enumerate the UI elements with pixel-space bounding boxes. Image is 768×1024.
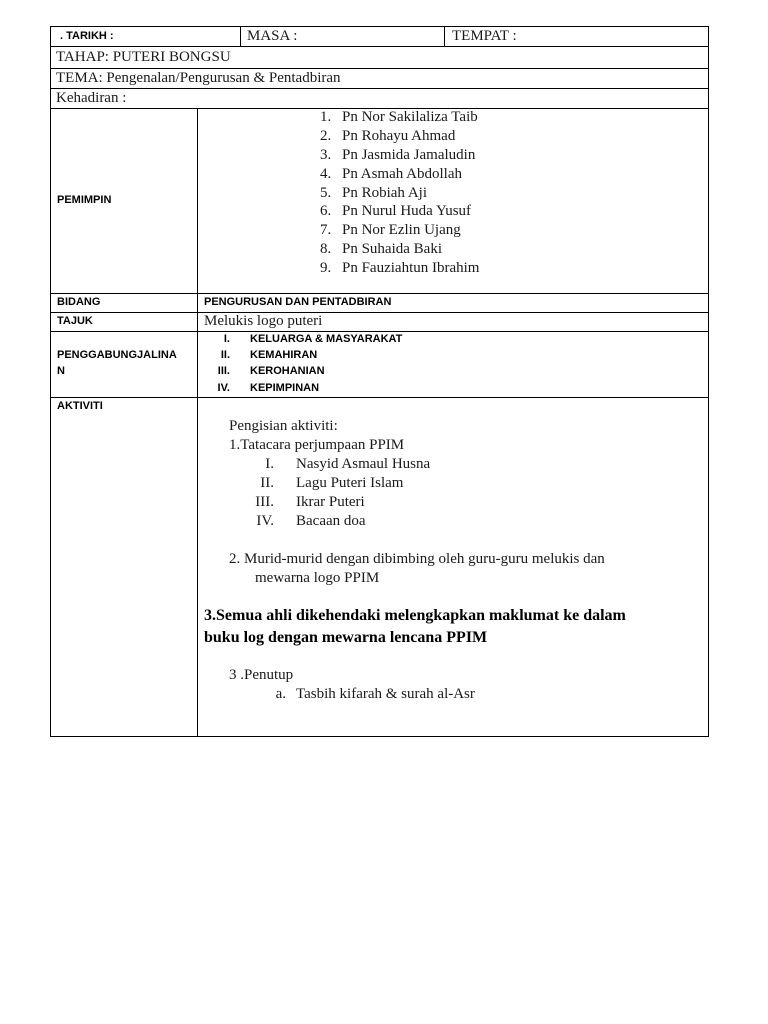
list-item: Lagu Puteri Islam	[296, 475, 404, 491]
aktiviti-label: AKTIVITI	[57, 400, 103, 412]
list-item-number: 7.	[320, 222, 332, 238]
tahap-text: TAHAP: PUTERI BONGSU	[56, 49, 231, 65]
aktiviti-penutup: 3 .Penutup	[229, 667, 294, 683]
list-item-number: a.	[275, 686, 286, 702]
list-item-number: IV.	[217, 382, 230, 394]
aktiviti-step-3: 3.Semua ahli dikehendaki melengkapkan maklumat ke dalam	[204, 607, 626, 624]
label-column-divider	[197, 108, 198, 737]
list-item: Pn Asmah Abdollah	[342, 166, 463, 182]
list-item-number: II.	[260, 475, 274, 491]
list-item-number: I.	[223, 333, 230, 345]
aktiviti-step-1: 1.Tatacara perjumpaan PPIM	[229, 437, 405, 453]
list-item-number: 8.	[320, 241, 332, 257]
row-divider	[50, 331, 708, 332]
list-item: Pn Nor Ezlin Ujang	[342, 222, 461, 238]
table-border-top	[50, 26, 708, 27]
list-item: KEROHANIAN	[250, 365, 325, 377]
row-divider	[50, 46, 708, 47]
row-divider	[50, 397, 708, 398]
list-item: Pn Nor Sakilaliza Taib	[342, 109, 478, 125]
list-item: Pn Robiah Aji	[342, 185, 428, 201]
list-item: Pn Rohayu Ahmad	[342, 128, 456, 144]
aktiviti-step-2-cont: mewarna logo PPIM	[255, 570, 380, 586]
list-item: Pn Jasmida Jamaludin	[342, 147, 476, 163]
list-item: KELUARGA & MASYARAKAT	[250, 333, 403, 345]
aktiviti-step-2: 2. Murid-murid dengan dibimbing oleh guru-guru melukis dan	[229, 551, 605, 567]
list-item-number: IV.	[256, 513, 274, 529]
list-item: Pn Suhaida Baki	[342, 241, 442, 257]
list-item: Tasbih kifarah & surah al-Asr	[296, 686, 475, 702]
aktiviti-step-3-cont: buku log dengan mewarna lencana PPIM	[204, 629, 488, 646]
list-item-number: 9.	[320, 260, 332, 276]
pemimpin-label: PEMIMPIN	[57, 194, 112, 206]
list-item-number: 2.	[320, 128, 332, 144]
row-divider	[50, 312, 708, 313]
row-divider	[50, 293, 708, 294]
table-border-right	[708, 26, 709, 737]
list-item: Pn Fauziahtun Ibrahim	[342, 260, 480, 276]
list-item-number: 4.	[320, 166, 332, 182]
masa-label: MASA :	[247, 28, 298, 44]
list-item: KEPIMPINAN	[250, 382, 320, 394]
aktiviti-intro: Pengisian aktiviti:	[229, 418, 338, 434]
list-item-number: 5.	[320, 185, 332, 201]
bidang-value: PENGURUSAN DAN PENTADBIRAN	[204, 296, 392, 308]
list-item: Pn Nurul Huda Yusuf	[342, 203, 472, 219]
header-divider	[444, 26, 445, 46]
penggabungjalinan-label: PENGGABUNGJALINA	[57, 349, 177, 361]
row-divider	[50, 68, 708, 69]
penggabungjalinan-label-cont: N	[57, 365, 65, 377]
list-item-number: 1.	[320, 109, 332, 125]
list-item-number: 3.	[320, 147, 332, 163]
list-item: Ikrar Puteri	[296, 494, 365, 510]
list-item-number: I.	[265, 456, 274, 472]
list-item: Bacaan doa	[296, 513, 366, 529]
row-divider	[50, 88, 708, 89]
kehadiran-text: Kehadiran :	[56, 90, 127, 106]
header-divider	[240, 26, 241, 46]
list-item: Nasyid Asmaul Husna	[296, 456, 431, 472]
tempat-label: TEMPAT :	[452, 28, 517, 44]
tajuk-label: TAJUK	[57, 315, 93, 327]
list-item: KEMAHIRAN	[250, 349, 318, 361]
tajuk-value: Melukis logo puteri	[204, 313, 323, 329]
list-item-number: II.	[220, 349, 230, 361]
list-item-number: III.	[255, 494, 274, 510]
list-item-number: III.	[217, 365, 230, 377]
table-border-bottom	[50, 736, 708, 737]
bidang-label: BIDANG	[57, 296, 101, 308]
tema-text: TEMA: Pengenalan/Pengurusan & Pentadbiran	[56, 70, 341, 86]
table-border-left	[50, 26, 51, 737]
list-item-number: 6.	[320, 203, 332, 219]
tarikh-label: . TARIKH :	[60, 30, 114, 42]
